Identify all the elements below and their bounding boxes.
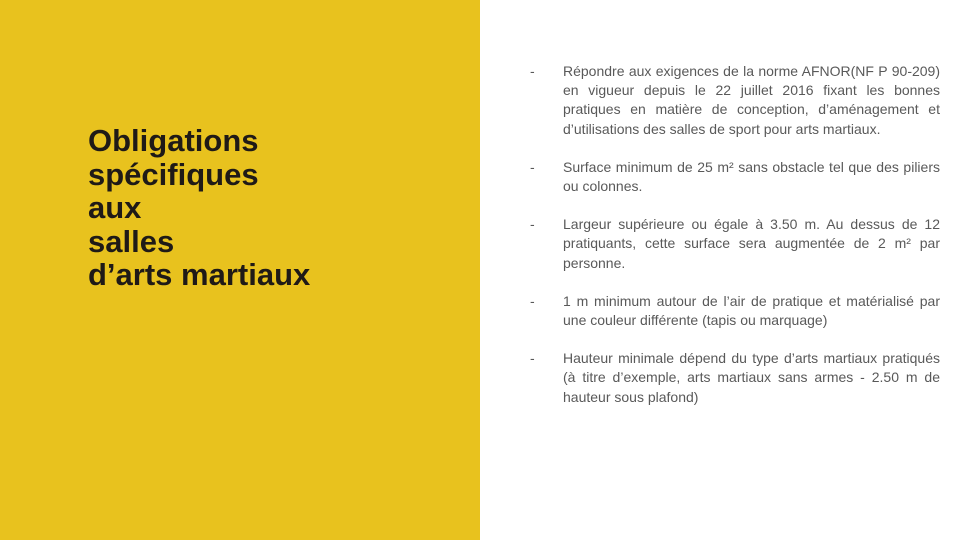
title-line: spécifiques <box>88 156 259 192</box>
list-item <box>530 292 940 330</box>
title-line: salles <box>88 223 175 259</box>
list-item-text: Hauteur minimale dépend du type d’arts martiaux pratiqués (à titre d’exemple, arts martiaux sans armes - 2.50 m de hauteur sous plafond) <box>563 350 940 405</box>
requirements-list <box>530 62 940 426</box>
bullet-dash: - <box>530 63 535 79</box>
list-item <box>530 349 940 407</box>
bullet-dash: - <box>530 292 535 309</box>
bullet-dash: - <box>530 350 535 367</box>
bullet-dash: - <box>530 216 535 233</box>
bullet-dash: - <box>530 158 535 175</box>
list-item <box>530 215 940 273</box>
title-line: Obligations <box>88 123 259 158</box>
list-item <box>530 62 940 139</box>
slide-title <box>88 124 468 292</box>
list-item-text: Répondre aux exigences de la norme AFNOR(NF P 90-209) en vigueur depuis le 22 juillet 2016 fixant les bonnes pratiques en matière de conception, d’aménagement et d’utilisations des salles de sport pour arts martiaux. <box>563 63 940 137</box>
list-item-text: Largeur supérieure ou égale à 3.50 m. Au dessus de 12 pratiquants, cette surface sera augmentée de 2 m² par personne. <box>563 216 940 271</box>
list-item-text: 1 m minimum autour de l’air de pratique et matérialisé par une couleur différente (tapis ou marquage) <box>563 292 940 329</box>
title-line: aux <box>88 190 142 225</box>
title-line: d’arts martiaux <box>88 257 311 292</box>
list-item-text: Surface minimum de 25 m² sans obstacle tel que des piliers ou colonnes. <box>563 158 940 195</box>
list-item <box>530 158 940 196</box>
